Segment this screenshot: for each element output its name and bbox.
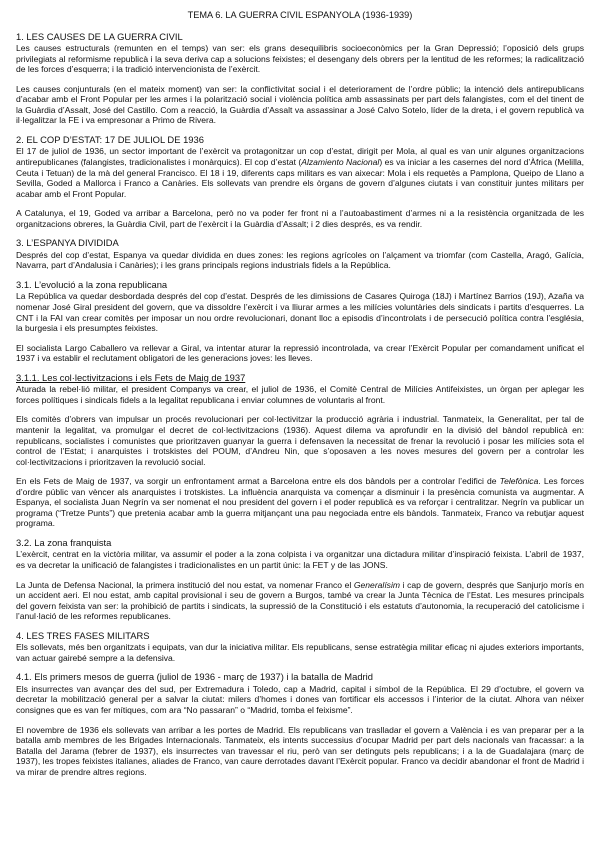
paragraph-battle-madrid: El novembre de 1936 els sollevats van arribar a les portes de Madrid. Els republicans van traslladar el govern a València i es van preparar per a la batalla amb membres de les Brigades Internacionals. Tanmateix, els intents successius d’ocupar Madrid per part dels nacionals van fracassar: a la Batalla del Jarama (febrer de 1937), els insurrectes van travessar el riu, però van ser detinguts pels republicans; i a la de Guadalajara (març de 1937), les tropes feixistes italianes, aliades de Franco, van caure derrotades davant l’Exèrcit popular. Franco va decidir abandonar el front de Madrid i va mirar de prendre altres regions. <box>16 724 584 777</box>
paragraph-republican-zone: La República va quedar desbordada després del cop d’estat. Després de les dimissions de Casares Quiroga (18J) i Martínez Barrios (19J), Azaña va nomenar José Giral president del govern, que va dissoldre l’exèrcit i va lliurar armes a les milícies voluntàries dels sindicats i partits d’esquerres. La CNT i la FAI van crear comitès per imposar un nou ordre revolucionari, donant lloc a episodis d’incontrolats i de persecució política contra l’església, la burgesia i els presumptes feixistes. <box>16 291 584 334</box>
text-fragment: ) es va iniciar a les casernes del nord d’Àfrica (Melilla, Ceuta i Tetuan) de la mà del general Francisco. El 18 i 19, diferents caps militars es van aixecar: Mola i els requetès a Pamplona, Queipo de Llano a Sevilla, Goded a Mallorca i Franco a Canàries. Els sollevats van prendre els òrgans de govern d’algunes ciutats i van constituir juntes militars per acabar amb el Front Popular. <box>16 157 584 199</box>
paragraph-catalonia: A Catalunya, el 19, Goded va arribar a Barcelona, però no va poder fer front ni a l’autoabastiment d’armes ni a la resistència organitzada de les organitzacions obreres, la Guàrdia Civil, part de l’exèrcit i la Guàrdia d’Assalt; i 2 dies després, es va rendir. <box>16 208 584 229</box>
paragraph-divided-spain: Després del cop d’estat, Espanya va quedar dividida en dues zones: les regions agrícoles on l’alçament va triomfar (com Castella, Aragó, Galícia, Navarra, part d’Andalusia i Canàries); i les grans principals regions industrials fidels a la República. <box>16 249 584 271</box>
paragraph-military-phases: Els sollevats, més ben organitzats i equipats, van dur la iniciativa militar. Els republicans, sense estratègia militar eficaç ni ajudes exteriors importants, van actuar gairebé sempre a la defensiva. <box>16 642 584 663</box>
paragraph-companys: Aturada la rebel·lió militar, el president Companys va crear, el juliol de 1936, el Comitè Central de Milícies Antifeixistes, un òrgan per aplegar les forces polítiques i sindicals fidels a la legalitat republicana i enviar columnes de voluntaris al front. <box>16 384 584 405</box>
heading-francoist-zone: 3.2. La zona franquista <box>16 536 112 548</box>
heading-collectivizations: 3.1.1. Les col·lectivitzacions i els Fets de Maig de 1937 <box>16 371 246 383</box>
heading-divided-spain: 3. L’ESPANYA DIVIDIDA <box>16 237 119 249</box>
document-page <box>16 10 584 786</box>
paragraph-advance-madrid: Els insurrectes van avançar des del sud, per Extremadura i Toledo, cap a Madrid, capital i símbol de la República. El 29 d’octubre, el govern va decretar la mobilització general per a salvar la ciutat: milers d’homes i dones van fortificar els accessos i l’interior de la ciutat. Alhora van néixer consignes que es van fer mítiques, com ara “No passaran” o “Madrid, tomba el feixisme”. <box>16 683 584 715</box>
paragraph-coup <box>16 146 584 199</box>
heading-republican-zone: 3.1. L’evolució a la zona republicana <box>16 278 168 290</box>
heading-causes: 1. LES CAUSES DE LA GUERRA CIVIL <box>16 30 183 42</box>
paragraph-workers-committees: Els comitès d’obrers van impulsar un procés revolucionari per col·lectivitzar la producció agrària i industrial. Tanmateix, la Generalitat, per tal de mantenir la legalitat, va promulgar el decret de col·lectivitzacions (1936). Aquest dilema va aprofundir en la divisió del bàndol republicà en: republicans, socialistes i comunistes que prioritzaven guanyar la guerra i defensaven la necessitat de frenar la revolució i posar les milícies sota el control de l’Estat; i anarquistes i trotskistes del POUM, d’Andreu Nin, que s’oposaven a les noves mesures del govern per a controlar les col·lectivitzacions i prioritzaven la revolució social. <box>16 414 584 467</box>
paragraph-junta <box>16 580 584 622</box>
italic-term: Telefònica <box>499 476 539 487</box>
italic-term: Generalísim <box>353 579 400 590</box>
document-title: TEMA 6. LA GUERRA CIVIL ESPANYOLA (1936-1939) <box>187 10 413 20</box>
text-fragment: El 17 de juliol de 1936, un sector important de l’exèrcit va protagonitzar un cop d’estat, dirigit per Mola, al qual es van unir algunes organitzacions antirepublicanes (falangistes, tradicionalistes i monàrquics). El cop d’estat ( <box>16 146 584 168</box>
paragraph-largo-caballero: El socialista Largo Caballero va rellevar a Giral, va intentar aturar la repressió incontrolada, va crear l’Exèrcit Popular per comandament unificat el 1937 i va establir el reclutament obligatori de les generacions joves: les lleves. <box>16 342 584 364</box>
italic-term: Alzamiento Nacional <box>301 157 380 168</box>
text-fragment: i cap de govern, després que Sanjurjo morís en un accident aeri. El nou estat, amb capital provisional i seu de govern a Burgos, també va crear la Junta Tècnica de l’Estat. Les mesures principals del govern feixista van ser: la prohibició de partits i sindicats, la supressió de la Constitució i els estatuts d’autonomia, la recuperació del catolicisme i l’anul·lació de les reformes republicanes. <box>16 579 585 622</box>
text-fragment: La Junta de Defensa Nacional, la primera institució del nou estat, va nomenar Franco el <box>16 579 354 590</box>
paragraph-francoist-army: L’exèrcit, centrat en la victòria militar, va assumir el poder a la zona colpista i va organitzar una dictadura militar d’inspiració feixista. L’abril de 1937, es va decretar la unificació de falangistes i tradicionalistes en un partit únic: la FET y de las JONS. <box>16 549 584 570</box>
heading-coup: 2. EL COP D’ESTAT: 17 DE JULIOL DE 1936 <box>16 133 204 145</box>
text-fragment: En els Fets de Maig de 1937, va sorgir un enfrontament armat a Barcelona entre els dos bàndols per a controlar l’edifici de <box>16 476 500 487</box>
heading-first-months: 4.1. Els primers mesos de guerra (juliol de 1936 - març de 1937) i la batalla de Madrid <box>16 671 373 683</box>
paragraph-may-events <box>16 476 584 529</box>
paragraph-structural-causes: Les causes estructurals (remunten en el temps) van ser: els grans desequilibris socioeconòmics per la Gran Depressió; l’oposició dels grups privilegiats al reformisme republicà i la seva deriva cap a solucions feixistes; el desengany dels obrers per la lentitud de les reformes; la radicalització de les forces d’esquerra; i la tradició intervencionista de l’exèrcit. <box>16 43 584 75</box>
text-fragment: . Les forces d’ordre públic van vèncer als anarquistes i trotskistes. La influència anarquista va començar a disminuir i la presència comunista va augmentar. A Espanya, el socialista Juan Negrín va ser nomenat el nou president del govern i el poder republicà es va reforçar i centralitzar. Negrín va publicar un programa (“Tretze Punts”) que pretenia acabar amb la guerra mitjançant una pau negociada entre els bàndols. Tanmateix, Franco va rebutjar aquest programa. <box>16 476 584 529</box>
paragraph-conjunctural-causes: Les causes conjunturals (en el mateix moment) van ser: la conflictivitat social i el deteriorament de l’ordre públic; la intenció dels antirepublicans d’acabar amb el Front Popular per les armes i la polarització social i violència política amb assassinats per part dels falangistes, com el del tinent de la Guàrdia d’Assalt, José del Castillo. Com a reacció, la Guàrdia d’Assalt va assassinar a José Calvo Sotelo, líder de la dreta, i el govern republicà va il·legalitzar la FE i va empresonar a Primo de Rivera. <box>16 83 584 126</box>
heading-military-phases: 4. LES TRES FASES MILITARS <box>16 629 150 641</box>
